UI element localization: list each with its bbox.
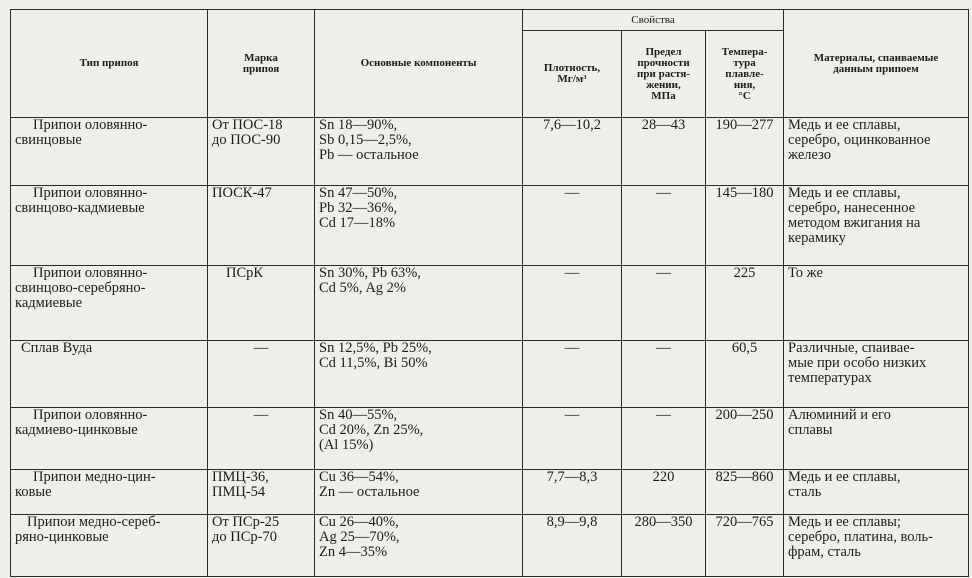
header-grade: Марка припоя — [208, 10, 315, 118]
strength-value: — — [622, 341, 706, 408]
solder-components: Sn 30%, Pb 63%, Cd 5%, Ag 2% — [315, 266, 523, 341]
solder-type: Припои медно-цин- ковые — [11, 470, 208, 515]
melting-value: 825—860 — [706, 470, 784, 515]
density-value: 8,9—9,8 — [523, 515, 622, 577]
header-density: Плотность, Мг/м³ — [523, 31, 622, 118]
strength-value: 220 — [622, 470, 706, 515]
materials: Медь и ее сплавы; серебро, платина, воль- фрам, сталь — [784, 515, 969, 577]
density-value: 7,6—10,2 — [523, 118, 622, 186]
materials: Медь и ее сплавы, сталь — [784, 470, 969, 515]
solder-grade: — — [208, 341, 315, 408]
table-row — [11, 266, 969, 341]
solder-grade: От ПОС-18 до ПОС-90 — [208, 118, 315, 186]
melting-value: 60,5 — [706, 341, 784, 408]
solder-table — [10, 9, 969, 577]
solder-components: Sn 47—50%, Pb 32—36%, Cd 17—18% — [315, 186, 523, 266]
solder-type: Припои медно-сереб- ряно-цинковые — [11, 515, 208, 577]
solder-components: Sn 12,5%, Pb 25%, Cd 11,5%, Bi 50% — [315, 341, 523, 408]
solder-type: Припои оловянно- свинцово-кадмиевые — [11, 186, 208, 266]
solder-grade: — — [208, 408, 315, 470]
header-properties: Свойства — [523, 10, 784, 31]
melting-value: 145—180 — [706, 186, 784, 266]
header-melting: Темпера- тура плавле- ния, °С — [706, 31, 784, 118]
table-row — [11, 470, 969, 515]
solder-components: Sn 18—90%, Sb 0,15—2,5%, Pb — остальное — [315, 118, 523, 186]
density-value: 7,7—8,3 — [523, 470, 622, 515]
melting-value: 225 — [706, 266, 784, 341]
strength-value: — — [622, 266, 706, 341]
solder-type: Припои оловянно- кадмиево-цинковые — [11, 408, 208, 470]
materials: Медь и ее сплавы, серебро, оцинкованное железо — [784, 118, 969, 186]
solder-grade: ПМЦ-36, ПМЦ-54 — [208, 470, 315, 515]
melting-value: 200—250 — [706, 408, 784, 470]
solder-grade: ПСрК — [208, 266, 315, 341]
strength-value: — — [622, 408, 706, 470]
materials: Различные, спаивае- мые при особо низких температурах — [784, 341, 969, 408]
table-row — [11, 341, 969, 408]
strength-value: 28—43 — [622, 118, 706, 186]
melting-value: 190—277 — [706, 118, 784, 186]
density-value: — — [523, 186, 622, 266]
solder-grade: От ПСр-25 до ПСр-70 — [208, 515, 315, 577]
materials: Медь и ее сплавы, серебро, нанесенное методом вжигания на керамику — [784, 186, 969, 266]
header-materials: Материалы, спаиваемые данным припоем — [784, 10, 969, 118]
strength-value: 280—350 — [622, 515, 706, 577]
density-value: — — [523, 266, 622, 341]
melting-value: 720—765 — [706, 515, 784, 577]
solder-type: Припои оловянно- свинцово-серебряно- кадмиевые — [11, 266, 208, 341]
header-components: Основные компоненты — [315, 10, 523, 118]
materials: То же — [784, 266, 969, 341]
materials: Алюминий и его сплавы — [784, 408, 969, 470]
solder-type: Сплав Вуда — [11, 341, 208, 408]
header-type: Тип припоя — [11, 10, 208, 118]
header-strength: Предел прочности при растя- жении, МПа — [622, 31, 706, 118]
solder-type: Припои оловянно- свинцовые — [11, 118, 208, 186]
table-row — [11, 118, 969, 186]
solder-grade: ПОСК-47 — [208, 186, 315, 266]
strength-value: — — [622, 186, 706, 266]
solder-components: Sn 40—55%, Cd 20%, Zn 25%, (Al 15%) — [315, 408, 523, 470]
solder-components: Cu 36—54%, Zn — остальное — [315, 470, 523, 515]
table-row — [11, 408, 969, 470]
table-row — [11, 515, 969, 577]
density-value: — — [523, 408, 622, 470]
table-row — [11, 186, 969, 266]
density-value: — — [523, 341, 622, 408]
solder-components: Cu 26—40%, Ag 25—70%, Zn 4—35% — [315, 515, 523, 577]
